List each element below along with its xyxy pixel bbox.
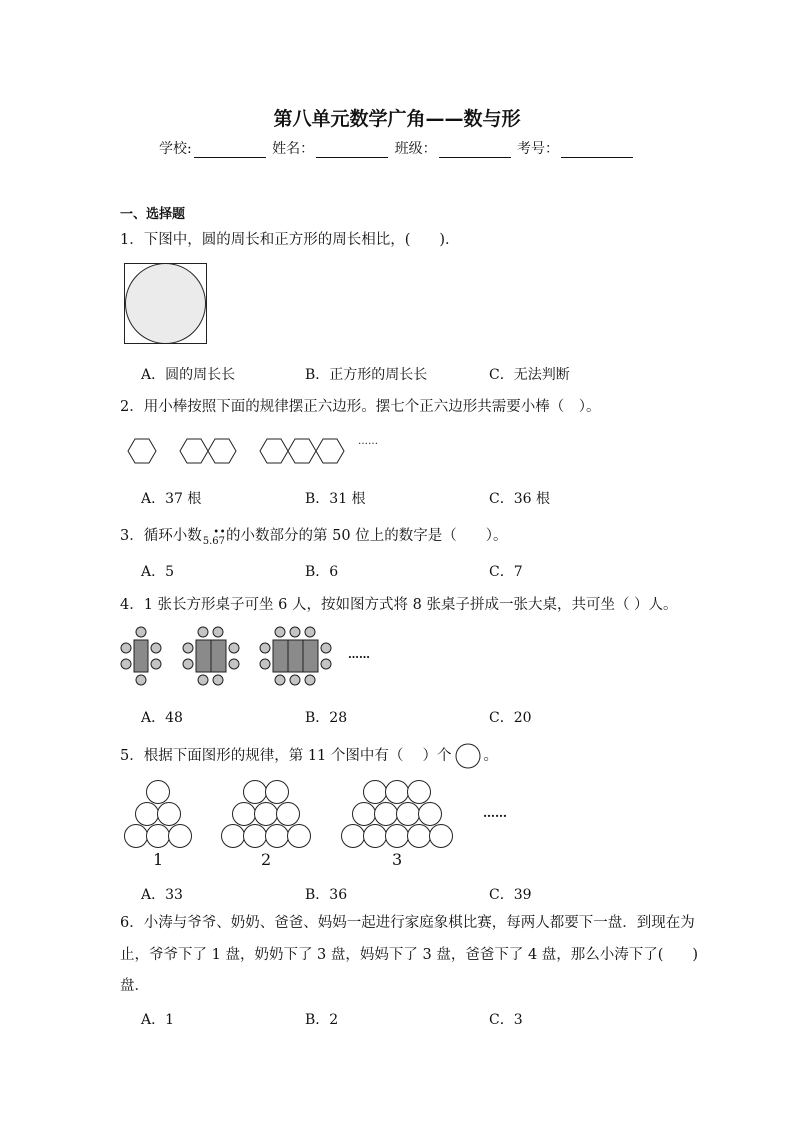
decimal-point: . [209, 536, 213, 547]
circle-in-square-figure [124, 263, 208, 345]
question-4-option-b[interactable]: B．28 [305, 710, 348, 726]
repeat-dot-1: • [213, 527, 220, 538]
question-2-option-b[interactable]: B．31 根 [305, 491, 366, 507]
circle-icon [455, 743, 481, 769]
digit-6: 6 [212, 536, 219, 547]
question-5-option-c[interactable]: C．39 [489, 887, 532, 903]
question-5-stem-before: 5．根据下面图形的规律，第 11 个图中有（ ）个 [120, 748, 452, 764]
question-6-option-c[interactable]: C．3 [489, 1012, 523, 1028]
question-5-stem-after: 。 [483, 748, 499, 764]
question-6-line-1: 6．小涛与爷爷、奶奶、爸爸、妈妈一起进行家庭象棋比赛，每两人都要下一盘．到现在为 [120, 915, 695, 931]
exam-no-blank[interactable] [561, 143, 633, 158]
table-seating-figure [118, 624, 348, 690]
question-3-option-b[interactable]: B．6 [305, 564, 339, 580]
question-4-option-a[interactable]: A．48 [141, 710, 183, 726]
question-6-option-a[interactable]: A．1 [141, 1012, 175, 1028]
question-3-stem-after: 的小数部分的第 50 位上的数字是（ ）。 [226, 528, 508, 544]
decimal-digit-2 [218, 527, 226, 547]
class-blank[interactable] [439, 143, 511, 158]
name-blank[interactable] [316, 143, 388, 158]
digit-7: 7 [218, 536, 226, 547]
question-4-stem: 4．1 张长方形桌子可坐 6 人，按如图方式将 8 张桌子拼成一张大桌，共可坐（ ）人。 [120, 597, 678, 613]
question-3-option-c[interactable]: C．7 [489, 564, 523, 580]
figure-label-2: 2 [261, 850, 272, 869]
question-1-option-a[interactable]: A．圆的周长长 [141, 367, 236, 383]
question-5-stem [120, 743, 498, 769]
repeating-decimal [202, 527, 226, 547]
table-ellipsis: …… [348, 648, 370, 661]
question-1-stem: 1．下图中，圆的周长和正方形的周长相比，( )． [120, 232, 460, 248]
section-title: 一、选择题 [120, 207, 186, 222]
figure-label-1: 1 [153, 850, 164, 869]
question-3-stem-before: 3．循环小数 [120, 528, 202, 544]
question-2-option-c[interactable]: C．36 根 [489, 491, 550, 507]
question-2-option-a[interactable]: A．37 根 [141, 491, 202, 507]
question-4-option-c[interactable]: C．20 [489, 710, 532, 726]
circle-triangle-figure [120, 780, 470, 852]
class-label: 班级： [394, 141, 437, 157]
hexagon-ellipsis: …… [358, 436, 378, 447]
question-5-option-a[interactable]: A．33 [141, 887, 183, 903]
question-2-stem: 2．用小棒按照下面的规律摆正六边形。摆七个正六边形共需要小棒（ ）。 [120, 399, 601, 415]
question-1-option-b[interactable]: B．正方形的周长长 [305, 367, 428, 383]
circle-ellipsis: …… [483, 806, 507, 820]
question-6-option-b[interactable]: B．2 [305, 1012, 339, 1028]
question-3-option-a[interactable]: A．5 [141, 564, 175, 580]
decimal-int: 5 [202, 536, 210, 547]
page-title: 第八单元数学广角——数与形 [273, 108, 521, 130]
question-5-option-b[interactable]: B．36 [305, 887, 348, 903]
school-blank[interactable] [194, 143, 266, 158]
school-label: 学校: [158, 141, 192, 157]
question-6-line-2: 止，爷爷下了 1 盘，奶奶下了 3 盘，妈妈下了 3 盘，爸爸下了 4 盘，那么小涛下了( ) [120, 947, 699, 963]
hexagon-pattern-figure [120, 433, 350, 473]
student-info-line [0, 138, 794, 158]
repeat-dot-2: • [219, 527, 226, 538]
exam-no-label: 考号： [517, 141, 560, 157]
figure-label-3: 3 [392, 850, 403, 869]
question-3-stem [120, 524, 507, 545]
question-6-line-3: 盘． [120, 978, 149, 994]
name-label: 姓名： [272, 141, 315, 157]
question-1-option-c[interactable]: C．无法判断 [489, 367, 570, 383]
